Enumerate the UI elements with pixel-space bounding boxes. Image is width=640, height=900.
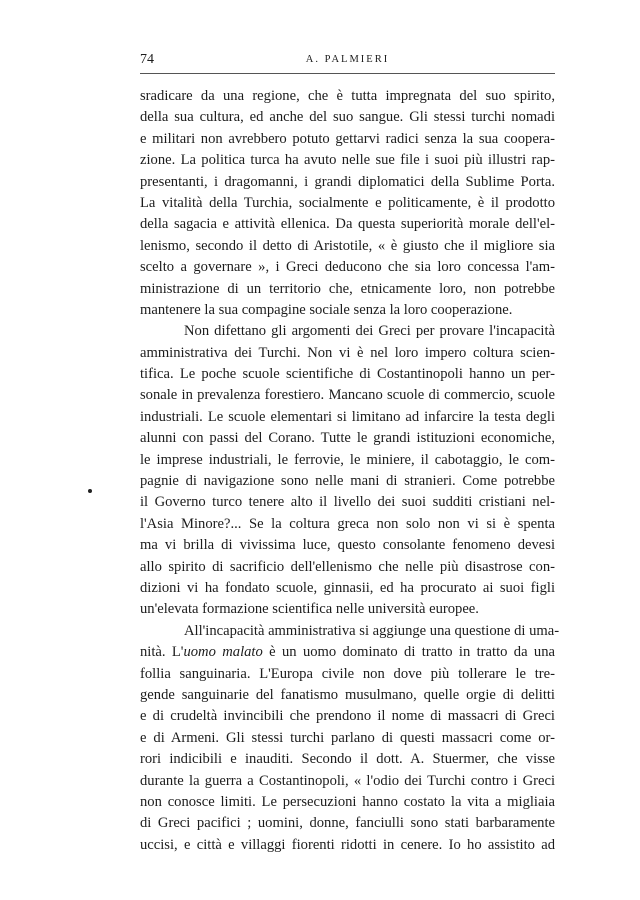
text-line: La vitalità della Turchia, socialmente e politicamente, è il prodotto — [140, 194, 555, 211]
header-rule — [140, 73, 555, 74]
page-header — [140, 50, 555, 72]
text-line: l'Asia Minore?... Se la coltura greca non solo non vi si è spenta — [140, 515, 555, 532]
text-line: della sagacia e attività ellenica. Da questa superiorità morale dell'el- — [140, 216, 555, 233]
text-line: e di crudeltà invincibili che prendono il nome di massacri di Greci — [140, 708, 555, 725]
paragraph-1 — [140, 86, 555, 321]
text-line: non conosce limiti. Le persecuzioni hanno costato la vita a migliaia — [140, 793, 555, 810]
text-line: pagnie di navigazione sono nelle mani di stranieri. Come potrebbe — [140, 473, 555, 490]
text-line: alunni con passi del Corano. Tutte le grandi istituzioni economiche, — [140, 430, 555, 447]
text-line-with-italic — [140, 642, 555, 663]
text-line: sradicare da una regione, che è tutta impregnata del suo spirito, — [140, 88, 555, 104]
text-line: amministrativa dei Turchi. Non vi è nel loro impero coltura scien- — [140, 344, 555, 361]
margin-mark — [88, 489, 92, 493]
italic-phrase: uomo malato — [183, 644, 263, 661]
text-line: All'incapacità amministrativa si aggiunge una questione di uma- — [184, 622, 560, 639]
text-run: è un uomo dominato di tratto in tratto da una — [262, 644, 555, 661]
text-line: Non difettano gli argomenti dei Greci per provare l'incapacità — [184, 323, 555, 340]
page-number: 74 — [140, 52, 154, 67]
text-line: tifica. Le poche scuole scientifiche di Costantinopoli hanno un per- — [140, 366, 555, 383]
text-line: uccisi, e città e villaggi fiorenti ridotti in cenere. Io ho assistito ad — [140, 836, 555, 853]
text-line: allo spirito di sacrificio dell'ellenismo che nelle più disastrose con- — [140, 558, 555, 575]
text-line: ma vi brilla di vivissima luce, questo consolante fenomeno devesi — [140, 537, 555, 554]
text-line: le imprese industriali, le ferrovie, le miniere, il cabotaggio, le com- — [140, 451, 555, 468]
text-line: mantenere la sua compagine sociale senza la loro cooperazione. — [140, 301, 513, 318]
text-line: industriali. Le scuole elementari si limitano ad infarcire la testa degli — [140, 408, 555, 425]
text-line: lenismo, secondo il detto di Aristotile, « è giusto che il migliore sia — [140, 237, 555, 254]
text-line: durante la guerra a Costantinopoli, « l'odio dei Turchi contro i Greci — [140, 772, 555, 789]
paragraph-2 — [140, 321, 555, 620]
text-run: nità. L' — [140, 644, 184, 661]
text-line: dizioni vi ha fondato scuole, ginnasii, ed ha procurato ai suoi figli — [140, 579, 555, 596]
text-line: presentanti, i dragomanni, i grandi diplomatici della Sublime Porta. — [140, 173, 555, 190]
text-line: e militari non avrebbero potuto gettarvi radici senza la sua coopera- — [140, 130, 555, 147]
text-line: rori indicibili e inauditi. Secondo il dott. A. Stuermer, che visse — [140, 751, 555, 768]
body-text — [140, 86, 560, 856]
text-line: un'elevata formazione scientifica nelle università europee. — [140, 601, 479, 618]
text-line: della sua cultura, ed anche del suo sangue. Gli stessi turchi nomadi — [140, 109, 555, 126]
text-line: il Governo turco tenere alto il livello dei suoi sudditi cristiani nel- — [140, 494, 555, 511]
text-line: e di Armeni. Gli stessi turchi parlano di questi massacri come or- — [140, 729, 555, 746]
text-line: ministrazione di un territorio che, etnicamente loro, non potrebbe — [140, 280, 555, 297]
text-line: scelto a governare », i Greci deducono che sia loro concessa l'am- — [140, 259, 555, 276]
text-line: follia sanguinaria. L'Europa civile non dove più tollerare le tre- — [140, 665, 555, 682]
text-line: zione. La politica turca ha avuto nelle sue file i suoi più illustri rap- — [140, 152, 555, 169]
text-line: di Greci pacifici ; uomini, donne, fanciulli sono stati barbaramente — [140, 815, 555, 832]
paragraph-3 — [140, 621, 560, 856]
text-line: sonale in prevalenza forestiero. Mancano scuole di commercio, scuole — [140, 387, 555, 404]
text-line: gende sanguinarie del fanatismo musulmano, quelle orgie di delitti — [140, 686, 555, 703]
running-head: A. PALMIERI — [305, 54, 390, 65]
